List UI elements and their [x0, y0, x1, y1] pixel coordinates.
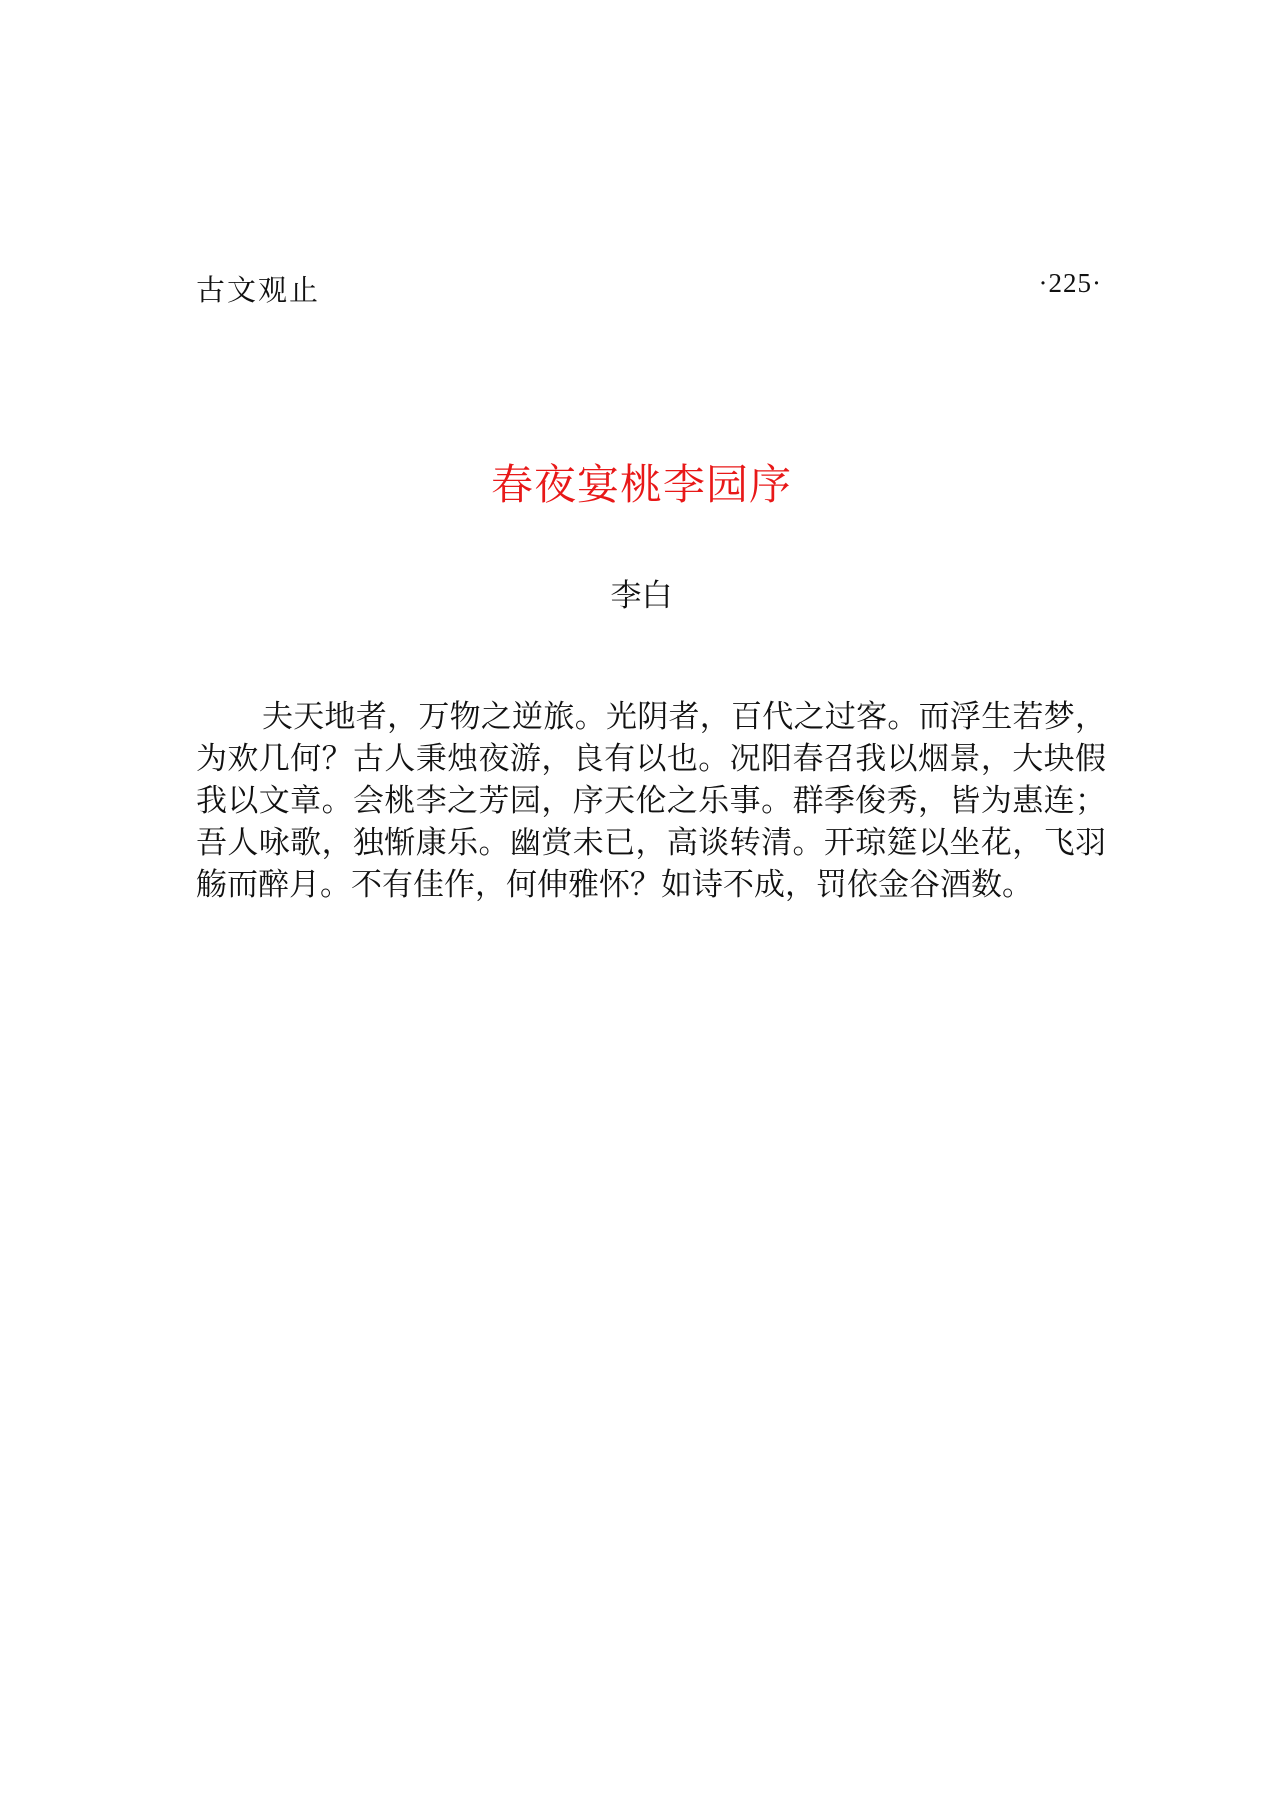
article-body-paragraph: 夫天地者，万物之逆旅。光阴者，百代之过客。而浮生若梦，为欢几何？古人秉烛夜游，良有以也。况阳春召我以烟景，大块假我以文章。会桃李之芳园，序天伦之乐事。群季俊秀，皆为惠连；吾人咏歌，独惭康乐。幽赏未已，高谈转清。开琼筵以坐花，飞羽觞而醉月。不有佳作，何伸雅怀？如诗不成，罚依金谷酒数。	[196, 699, 1106, 903]
article-author: 李白	[610, 578, 673, 614]
page-number: ·225·	[1038, 268, 1102, 298]
running-head: 古文观止	[196, 273, 321, 307]
article-title: 春夜宴桃李园序	[490, 460, 792, 509]
page-header	[196, 268, 1102, 308]
